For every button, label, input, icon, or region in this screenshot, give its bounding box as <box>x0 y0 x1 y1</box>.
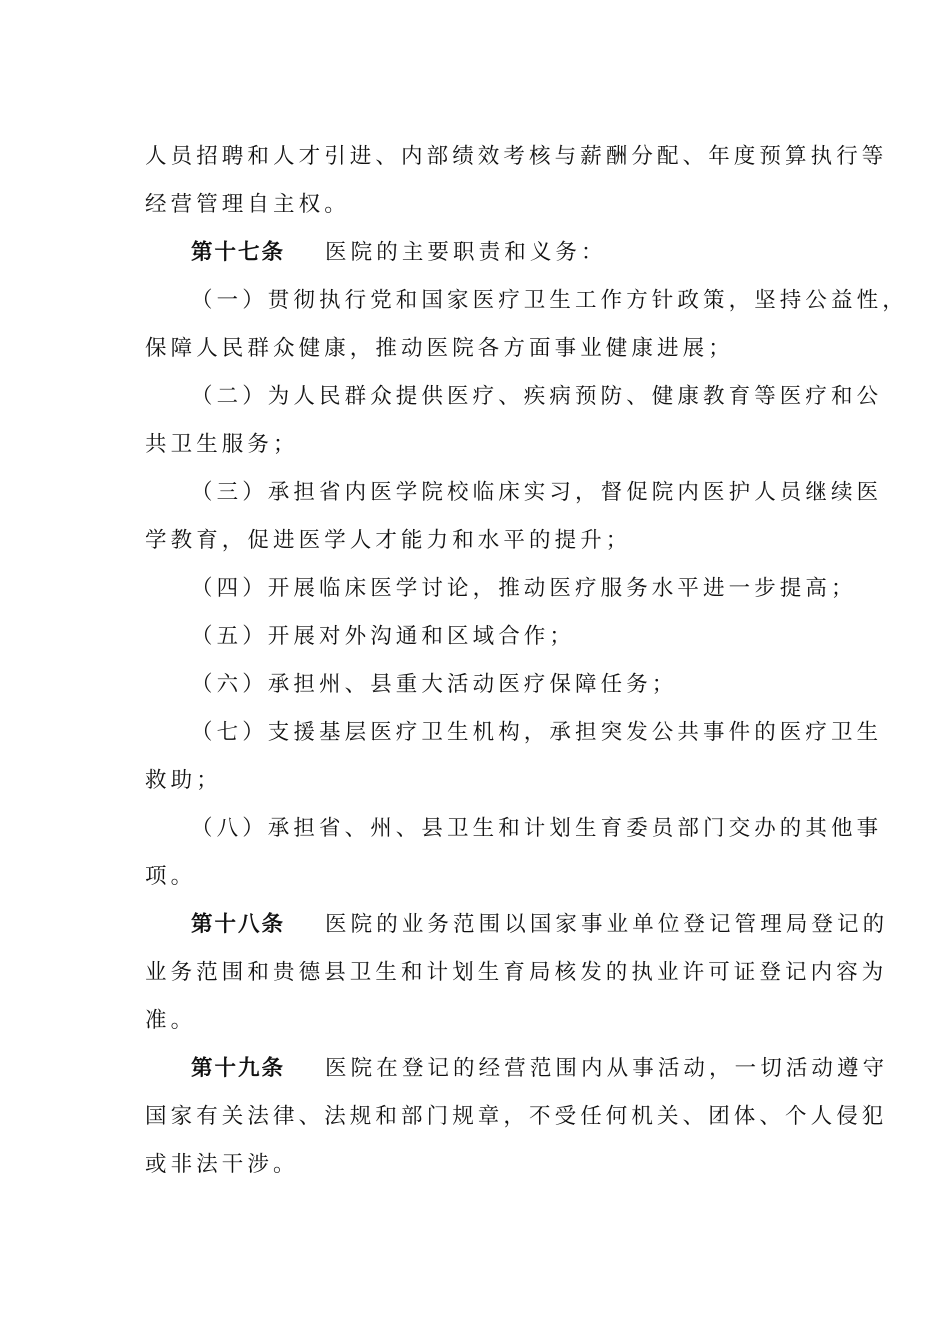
article-17-heading <box>191 242 607 264</box>
paragraph-line: 准。 <box>145 1008 197 1033</box>
paragraph-line: 保障人民群众健康，推动医院各方面事业健康进展； <box>145 336 734 361</box>
paragraph-line: 学教育，促进医学人才能力和水平的提升； <box>145 528 632 553</box>
paragraph-line: 共卫生服务； <box>145 432 299 457</box>
paragraph-line: 业务范围和贵德县卫生和计划生育局核发的执业许可证登记内容为 <box>145 960 888 985</box>
article-19-number: 第十九条 <box>191 1056 286 1081</box>
paragraph-line: 国家有关法律、法规和部门规章，不受任何机关、团体、个人侵犯 <box>145 1104 888 1129</box>
list-item-line: （二）为人民群众提供医疗、疾病预防、健康教育等医疗和公 <box>191 384 883 409</box>
article-19-text: 医院在登记的经营范围内从事活动，一切活动遵守 <box>325 1056 889 1081</box>
list-item-line: （四）开展临床医学讨论，推动医疗服务水平进一步提高； <box>191 576 857 601</box>
list-item-line: （六）承担州、县重大活动医疗保障任务； <box>191 672 678 697</box>
article-17-number: 第十七条 <box>191 240 286 265</box>
article-18-heading <box>191 914 888 936</box>
list-item-line: （五）开展对外沟通和区域合作； <box>191 624 576 649</box>
paragraph-line: 项。 <box>145 864 197 889</box>
paragraph-line: 人员招聘和人才引进、内部绩效考核与薪酬分配、年度预算执行等 <box>145 144 888 169</box>
paragraph-line: 经营管理自主权。 <box>145 192 350 217</box>
paragraph-line: 或非法干涉。 <box>145 1152 299 1177</box>
paragraph-line: 救助； <box>145 768 222 793</box>
list-item-line: （七）支援基层医疗卫生机构，承担突发公共事件的医疗卫生 <box>191 720 883 745</box>
list-item-line: （一）贯彻执行党和国家医疗卫生工作方针政策，坚持公益性， <box>191 288 908 313</box>
list-item-line: （八）承担省、州、县卫生和计划生育委员部门交办的其他事 <box>191 816 883 841</box>
article-17-text: 医院的主要职责和义务： <box>325 240 607 265</box>
article-18-number: 第十八条 <box>191 912 286 937</box>
article-18-text: 医院的业务范围以国家事业单位登记管理局登记的 <box>325 912 889 937</box>
list-item-line: （三）承担省内医学院校临床实习，督促院内医护人员继续医 <box>191 480 883 505</box>
article-19-heading <box>191 1058 888 1080</box>
